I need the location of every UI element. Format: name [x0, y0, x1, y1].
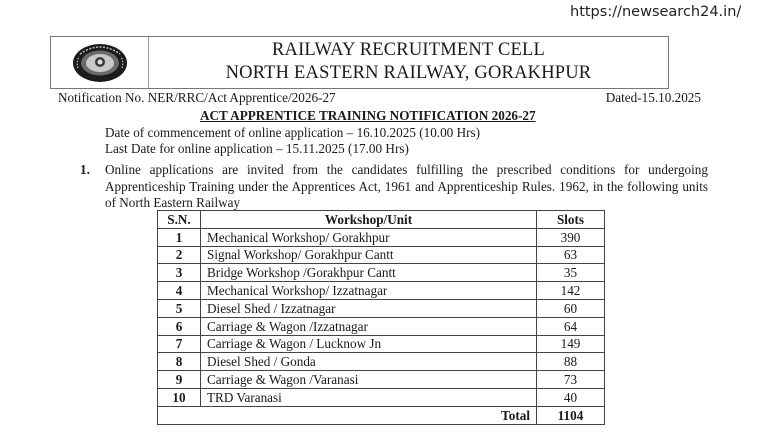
- table-header-row: [158, 211, 605, 229]
- cell-slots: 73: [537, 371, 605, 389]
- letterhead: [50, 36, 669, 89]
- cell-sn: 6: [158, 317, 201, 335]
- cell-unit: Carriage & Wagon / Lucknow Jn: [201, 335, 537, 353]
- cell-unit: Diesel Shed / Gonda: [201, 353, 537, 371]
- notification-number: Notification No. NER/RRC/Act Apprentice/2026-27: [58, 90, 336, 105]
- commencement-date: Date of commencement of online application – 16.10.2025 (10.00 Hrs): [105, 125, 481, 140]
- cell-unit: Bridge Workshop /Gorakhpur Cantt: [201, 264, 537, 282]
- cell-unit: Diesel Shed / Izzatnagar: [201, 299, 537, 317]
- cell-slots: 149: [537, 335, 605, 353]
- table-row: [158, 317, 605, 335]
- table-row: [158, 371, 605, 389]
- table-total-row: [158, 406, 605, 424]
- cell-sn: 9: [158, 371, 201, 389]
- notification-date: Dated-15.10.2025: [605, 90, 701, 105]
- cell-slots: 142: [537, 282, 605, 300]
- cell-slots: 35: [537, 264, 605, 282]
- units-table: [157, 210, 605, 425]
- source-watermark: https://newsearch24.in/: [570, 4, 742, 20]
- railway-emblem-icon: [70, 42, 130, 84]
- header-slots: Slots: [537, 211, 605, 229]
- cell-unit: Signal Workshop/ Gorakhpur Cantt: [201, 246, 537, 264]
- paragraph-1: [80, 162, 708, 212]
- cell-slots: 40: [537, 388, 605, 406]
- paragraph-number: 1.: [80, 162, 90, 177]
- table-row: [158, 228, 605, 246]
- table-row: [158, 388, 605, 406]
- table-row: [158, 335, 605, 353]
- last-date: Last Date for online application – 15.11.2025 (17.00 Hrs): [105, 141, 409, 156]
- table-row: [158, 264, 605, 282]
- total-label: Total: [158, 406, 537, 424]
- org-division: NORTH EASTERN RAILWAY, GORAKHPUR: [225, 63, 592, 83]
- cell-unit: TRD Varanasi: [201, 388, 537, 406]
- org-name: RAILWAY RECRUITMENT CELL: [271, 40, 546, 60]
- cell-sn: 1: [158, 228, 201, 246]
- notification-row: [58, 90, 701, 106]
- table-row: [158, 282, 605, 300]
- cell-sn: 10: [158, 388, 201, 406]
- cell-sn: 5: [158, 299, 201, 317]
- total-value: 1104: [537, 406, 605, 424]
- cell-sn: 2: [158, 246, 201, 264]
- cell-sn: 4: [158, 282, 201, 300]
- cell-sn: 7: [158, 335, 201, 353]
- cell-slots: 88: [537, 353, 605, 371]
- cell-unit: Carriage & Wagon /Varanasi: [201, 371, 537, 389]
- cell-slots: 390: [537, 228, 605, 246]
- cell-slots: 60: [537, 299, 605, 317]
- logo-cell: [51, 37, 149, 88]
- cell-slots: 63: [537, 246, 605, 264]
- table-row: [158, 299, 605, 317]
- table-row: [158, 246, 605, 264]
- cell-unit: Carriage & Wagon /Izzatnagar: [201, 317, 537, 335]
- paragraph-text: Online applications are invited from the candidates fulfilling the prescribed conditions for undergoing Apprenticeship Training under the Apprentices Act, 1961 and Apprenticeship Rules. 1962, in the following units of North Eastern Railway: [105, 162, 708, 210]
- cell-unit: Mechanical Workshop/ Izzatnagar: [201, 282, 537, 300]
- cell-sn: 8: [158, 353, 201, 371]
- letterhead-title: [149, 37, 668, 88]
- cell-slots: 64: [537, 317, 605, 335]
- table-row: [158, 353, 605, 371]
- notice-title: ACT APPRENTICE TRAINING NOTIFICATION 2026-27: [200, 108, 536, 123]
- header-sn: S.N.: [158, 211, 201, 229]
- cell-sn: 3: [158, 264, 201, 282]
- header-unit: Workshop/Unit: [201, 211, 537, 229]
- cell-unit: Mechanical Workshop/ Gorakhpur: [201, 228, 537, 246]
